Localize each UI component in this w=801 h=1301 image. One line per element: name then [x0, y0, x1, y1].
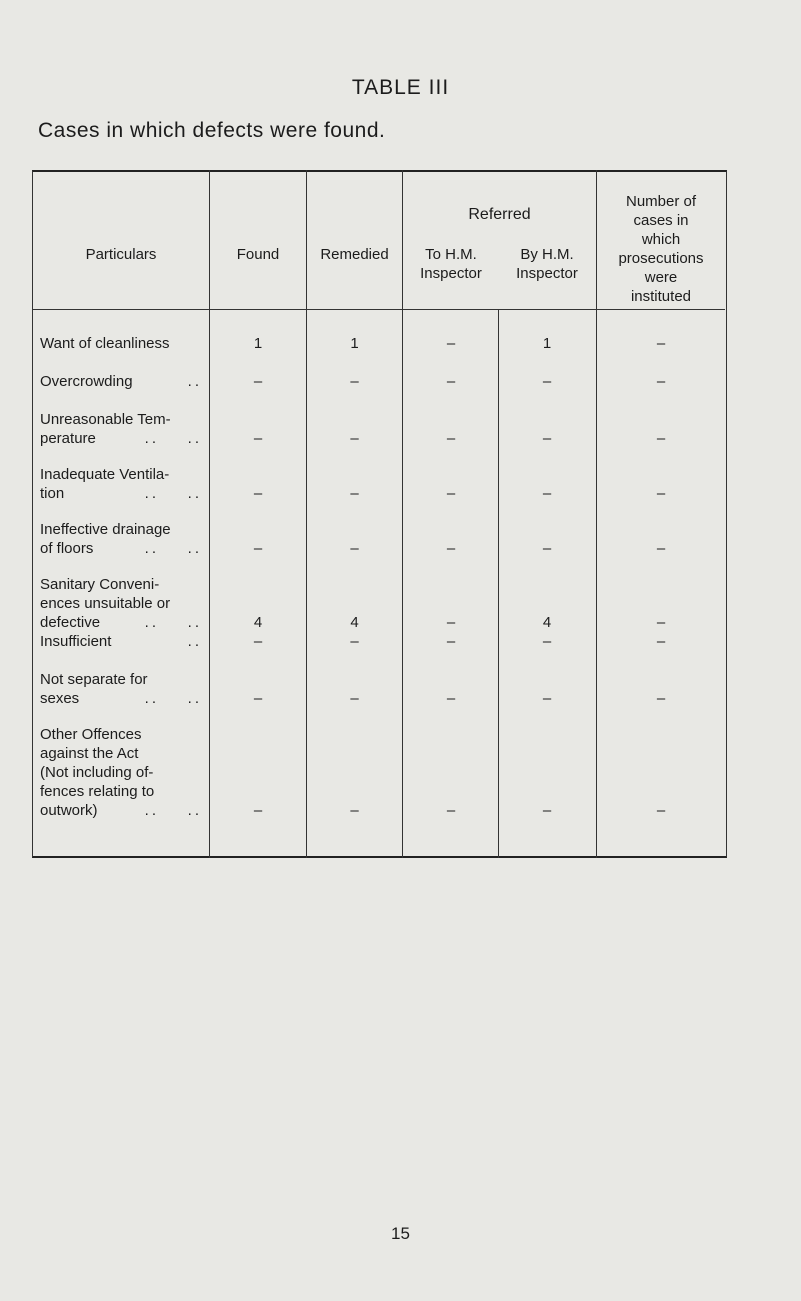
cell-remedied: – [350, 633, 359, 650]
row-particulars-line: (Not including of- [40, 764, 154, 781]
column-rule [306, 170, 307, 858]
cell-found: 1 [253, 335, 263, 352]
cell-remedied: – [350, 373, 359, 390]
row-particulars-line: Not separate for [40, 671, 148, 688]
cell-by-hm: – [542, 690, 552, 707]
cell-to-hm: – [446, 690, 456, 707]
header-referred: Referred [468, 206, 531, 223]
cell-to-hm: – [446, 614, 456, 631]
cell-by-hm: – [542, 430, 552, 447]
row-particulars [40, 670, 202, 708]
cell-prosecutions: – [656, 430, 666, 447]
table-title: TABLE III [351, 76, 450, 99]
cell-remedied: 1 [350, 335, 359, 352]
cell-by-hm: – [542, 802, 552, 819]
cell-by-hm: 4 [542, 614, 552, 631]
row-particulars-line [40, 613, 202, 632]
cell-by-hm: – [542, 633, 552, 650]
header-prosecutions-line: were [644, 269, 678, 286]
row-particulars-text: Overcrowding [40, 373, 133, 390]
page-number: 15 [391, 1224, 410, 1243]
row-particulars-text: defective [40, 614, 101, 631]
row-particulars [40, 334, 202, 353]
row-particulars-line: Inadequate Ventila- [40, 466, 170, 483]
row-particulars [40, 520, 202, 558]
header-prosecutions-line: prosecutions [618, 250, 704, 267]
row-particulars [40, 632, 202, 651]
row-particulars-text: of floors [40, 540, 94, 557]
cell-prosecutions: – [656, 335, 666, 352]
row-particulars [40, 465, 202, 503]
cell-by-hm: – [542, 540, 552, 557]
header-prosecutions-line: which [641, 231, 681, 248]
header-to-hm-inspector [403, 245, 499, 283]
leader-dots: .. [187, 373, 202, 390]
header-prosecutions [597, 192, 725, 306]
header-remedied: Remedied [320, 246, 389, 263]
row-particulars-line: Unreasonable Tem- [40, 411, 171, 428]
row-particulars-text: outwork) [40, 802, 98, 819]
header-rule [33, 309, 725, 310]
cell-to-hm: – [446, 802, 456, 819]
header-to-hm-line1: To H.M. [425, 246, 477, 263]
row-particulars-line [40, 689, 202, 708]
cell-prosecutions: – [656, 802, 666, 819]
row-particulars-line: Want of cleanliness [40, 335, 170, 352]
cell-remedied: – [350, 690, 359, 707]
leader-dots: .. .. [144, 485, 202, 502]
cell-found: – [253, 690, 263, 707]
cell-to-hm: – [446, 430, 456, 447]
row-particulars-line: ences unsuitable or [40, 595, 171, 612]
row-particulars-line [40, 632, 202, 651]
header-by-hm-line2: Inspector [516, 265, 578, 282]
cell-by-hm: 1 [542, 335, 552, 352]
header-particulars: Particulars [85, 246, 157, 263]
leader-dots: .. .. [144, 802, 202, 819]
row-particulars-line: fences relating to [40, 783, 155, 800]
leader-dots: .. .. [144, 690, 202, 707]
row-particulars-line: Other Offences [40, 726, 142, 743]
cell-to-hm: – [446, 373, 456, 390]
cell-by-hm: – [542, 373, 552, 390]
cell-remedied: 4 [350, 614, 359, 631]
cell-prosecutions: – [656, 373, 666, 390]
column-rule [209, 170, 210, 858]
leader-dots: .. .. [144, 614, 202, 631]
cell-remedied: – [350, 802, 359, 819]
row-particulars [40, 410, 202, 448]
table-subtitle: Cases in which defects were found. [38, 119, 386, 142]
row-particulars-text: perature [40, 430, 96, 447]
row-particulars-line [40, 801, 202, 820]
row-particulars-text: tion [40, 485, 65, 502]
leader-dots: .. .. [144, 430, 202, 447]
row-particulars-text: Insufficient [40, 633, 112, 650]
cell-prosecutions: – [656, 633, 666, 650]
leader-dots: .. .. [144, 540, 202, 557]
cell-found: – [253, 485, 263, 502]
cell-prosecutions: – [656, 614, 666, 631]
leader-dots: .. [187, 633, 202, 650]
cell-remedied: – [350, 485, 359, 502]
row-particulars [40, 372, 202, 391]
row-particulars-line: Sanitary Conveni- [40, 576, 160, 593]
header-to-hm-line2: Inspector [420, 265, 482, 282]
header-prosecutions-line: instituted [630, 288, 692, 305]
row-particulars-text: sexes [40, 690, 80, 707]
row-particulars-line: Ineffective drainage [40, 521, 171, 538]
cell-found: – [253, 633, 263, 650]
row-particulars-line [40, 429, 202, 448]
cell-remedied: – [350, 430, 359, 447]
header-found: Found [236, 246, 280, 263]
cell-found: – [253, 802, 263, 819]
cell-prosecutions: – [656, 540, 666, 557]
cell-to-hm: – [446, 335, 456, 352]
row-particulars-line [40, 372, 202, 391]
header-prosecutions-line: cases in [633, 212, 689, 229]
row-particulars-line: against the Act [40, 745, 139, 762]
cell-by-hm: – [542, 485, 552, 502]
cell-found: – [253, 373, 263, 390]
header-prosecutions-line: Number of [625, 193, 697, 210]
header-by-hm-inspector [499, 245, 595, 283]
row-particulars [40, 725, 202, 820]
cell-to-hm: – [446, 540, 456, 557]
header-by-hm-line1: By H.M. [520, 246, 574, 263]
cell-prosecutions: – [656, 485, 666, 502]
cell-prosecutions: – [656, 690, 666, 707]
cell-remedied: – [350, 540, 359, 557]
row-particulars-line [40, 484, 202, 503]
column-rule [498, 310, 499, 858]
cell-to-hm: – [446, 633, 456, 650]
cell-found: – [253, 430, 263, 447]
row-particulars-line [40, 539, 202, 558]
cell-to-hm: – [446, 485, 456, 502]
row-particulars [40, 575, 202, 632]
cell-found: – [253, 540, 263, 557]
cell-found: 4 [253, 614, 263, 631]
